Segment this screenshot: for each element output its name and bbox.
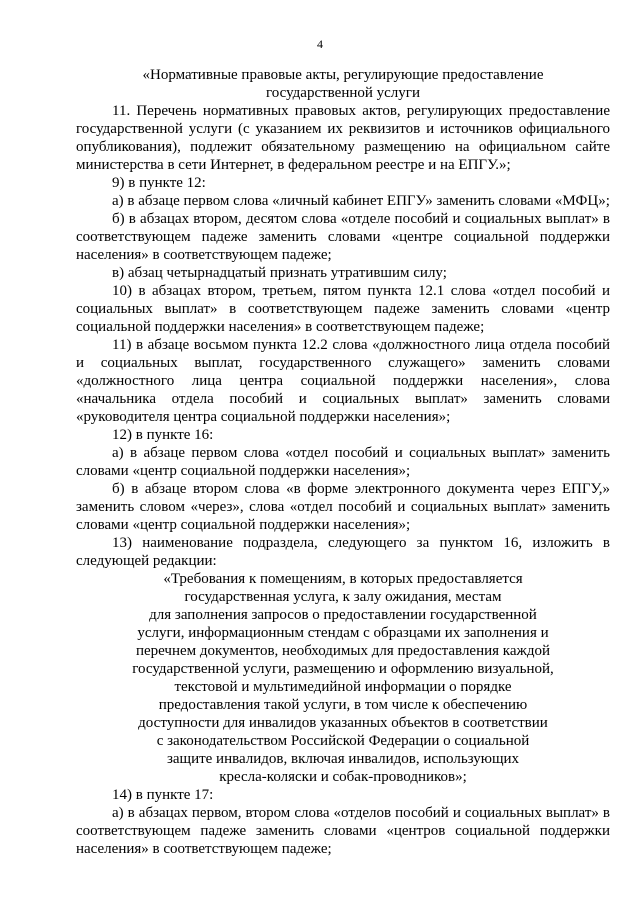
paragraph-item-12: 12) в пункте 16:: [112, 427, 214, 443]
paragraph-item-11: 11. Перечень нормативных правовых актов, регулирующих предоставление государственной услуги (с указанием их реквизитов и источников официального опубликования), подлежит обязательному размещению на официальном сайте министерства в сети Интернет, в федеральном реестре и на ЕПГУ.»;: [76, 103, 610, 173]
page-number: 4: [317, 37, 323, 51]
quoted-heading-line: услуги, информационным стендам с образцами их заполнения и: [137, 625, 549, 641]
quoted-heading-line: предоставления такой услуги, в том числе к обеспечению: [158, 697, 528, 713]
document-body: [76, 66, 610, 858]
quoted-subsection-heading: [76, 570, 610, 786]
quoted-heading-line: для заполнения запросов о предоставлении государственной: [149, 607, 537, 623]
paragraph-subitem-14a: а) в абзацах первом, втором слова «отделов пособий и социальных выплат» в соответствующем падеже заменить словами «центров социальной поддержки населения» в соответствующем падеже;: [76, 805, 610, 857]
quoted-heading-line: текстовой и мультимедийной информации о порядке: [174, 679, 512, 695]
section-heading-line: государственной услуги: [266, 85, 420, 101]
paragraph-subitem-9v: в) абзац четырнадцатый признать утратившим силу;: [112, 265, 447, 281]
paragraph-subitem-9a: а) в абзаце первом слова «личный кабинет ЕПГУ» заменить словами «МФЦ»;: [112, 193, 610, 209]
paragraph-subitem-12b: б) в абзаце втором слова «в форме электронного документа через ЕПГУ,» заменить словом «через», слова «отдел пособий и социальных выплат» заменить словами «центр социальной поддержки населения»;: [76, 481, 610, 533]
section-heading: [76, 66, 610, 102]
quoted-heading-line: государственной услуги, размещению и оформлению визуальной,: [132, 661, 554, 677]
quoted-heading-line: государственная услуга, к залу ожидания, местам: [184, 589, 502, 605]
quoted-heading-line: доступности для инвалидов указанных объектов в соответствии: [138, 715, 548, 731]
quoted-heading-line: защите инвалидов, включая инвалидов, использующих: [166, 751, 520, 767]
paragraph-subitem-9b: б) в абзацах втором, десятом слова «отделе пособий и социальных выплат» в соответствующем падеже заменить словами «центре социальной поддержки населения» в соответствующем падеже;: [76, 211, 610, 263]
paragraph-subitem-12a: а) в абзаце первом слова «отдел пособий и социальных выплат» заменить словами «центр социальной поддержки населения»;: [76, 445, 610, 479]
paragraph-item-13: 13) наименование подраздела, следующего за пунктом 16, изложить в следующей редакции:: [76, 535, 610, 569]
quoted-heading-line: перечнем документов, необходимых для предоставления каждой: [135, 643, 551, 659]
paragraph-item-14: 14) в пункте 17:: [112, 787, 214, 803]
quoted-heading-line: «Требования к помещениям, в которых предоставляется: [163, 571, 523, 587]
quoted-heading-line: кресла-коляски и собак-проводников»;: [219, 769, 467, 785]
paragraph-item-9: 9) в пункте 12:: [112, 175, 206, 191]
paragraph-item-10: 10) в абзацах втором, третьем, пятом пункта 12.1 слова «отдел пособий и социальных выплат» в соответствующем падеже заменить словами «центр социальной поддержки населения» в соответствующем падеже;: [76, 283, 610, 335]
quoted-heading-line: с законодательством Российской Федерации о социальной: [156, 733, 530, 749]
paragraph-item-11-amend: 11) в абзаце восьмом пункта 12.2 слова «должностного лица отдела пособий и социальных выплат, государственного служащего» заменить словами «должностного лица центра социальной поддержки населения», слова «начальника отдела пособий и социальных выплат» заменить словами «руководителя центра социальной поддержки населения»;: [76, 337, 610, 425]
section-heading-line: «Нормативные правовые акты, регулирующие предоставление: [142, 67, 544, 83]
